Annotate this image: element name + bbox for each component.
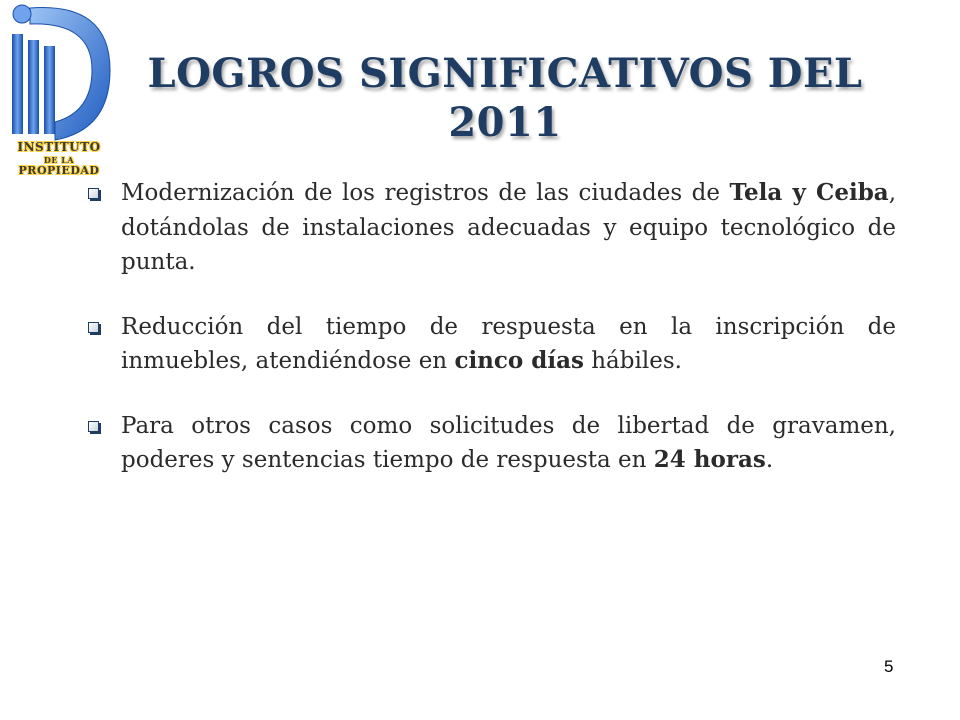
bullet-list bbox=[88, 176, 896, 508]
logo-text-line2: DE LA bbox=[43, 155, 75, 165]
bullet-item-otros-casos bbox=[88, 409, 896, 478]
bullet-text: Para otros casos como solicitudes de libertad de gravamen, poderes y sentencias tiempo de respuesta en bbox=[121, 412, 896, 473]
slide-title bbox=[110, 50, 900, 148]
bullet-text: Reducción del tiempo de respuesta en la inscripción de inmuebles, atendiéndose en bbox=[121, 313, 896, 374]
bullet-item-reduccion bbox=[88, 310, 896, 379]
bullet-text: . bbox=[765, 447, 774, 473]
logo-text-line3: PROPIEDAD bbox=[18, 164, 100, 177]
bullet-text: hábiles. bbox=[583, 348, 682, 374]
instituto-propiedad-logo bbox=[0, 0, 118, 185]
logo-text-line1: INSTITUTO bbox=[17, 140, 101, 154]
bullet-emphasis: 24 horas bbox=[653, 446, 766, 473]
bullet-text: , dotándolas de instalaciones adecuadas y equipo tecnológico de punta. bbox=[121, 180, 896, 275]
bullet-text: Modernización de los registros de las ciudades de bbox=[121, 180, 730, 206]
bullet-emphasis: Tela y Ceiba bbox=[729, 179, 889, 206]
bullet-item-registros bbox=[88, 176, 896, 280]
bullet-emphasis: cinco días bbox=[454, 347, 584, 374]
square-bullet-icon bbox=[88, 421, 99, 432]
page-number: 5 bbox=[884, 657, 894, 676]
square-bullet-icon bbox=[88, 322, 99, 333]
slide-title-line2: 2011 bbox=[448, 98, 562, 146]
square-bullet-icon bbox=[88, 188, 99, 199]
slide-title-line1: LOGROS SIGNIFICATIVOS DEL bbox=[147, 50, 863, 97]
